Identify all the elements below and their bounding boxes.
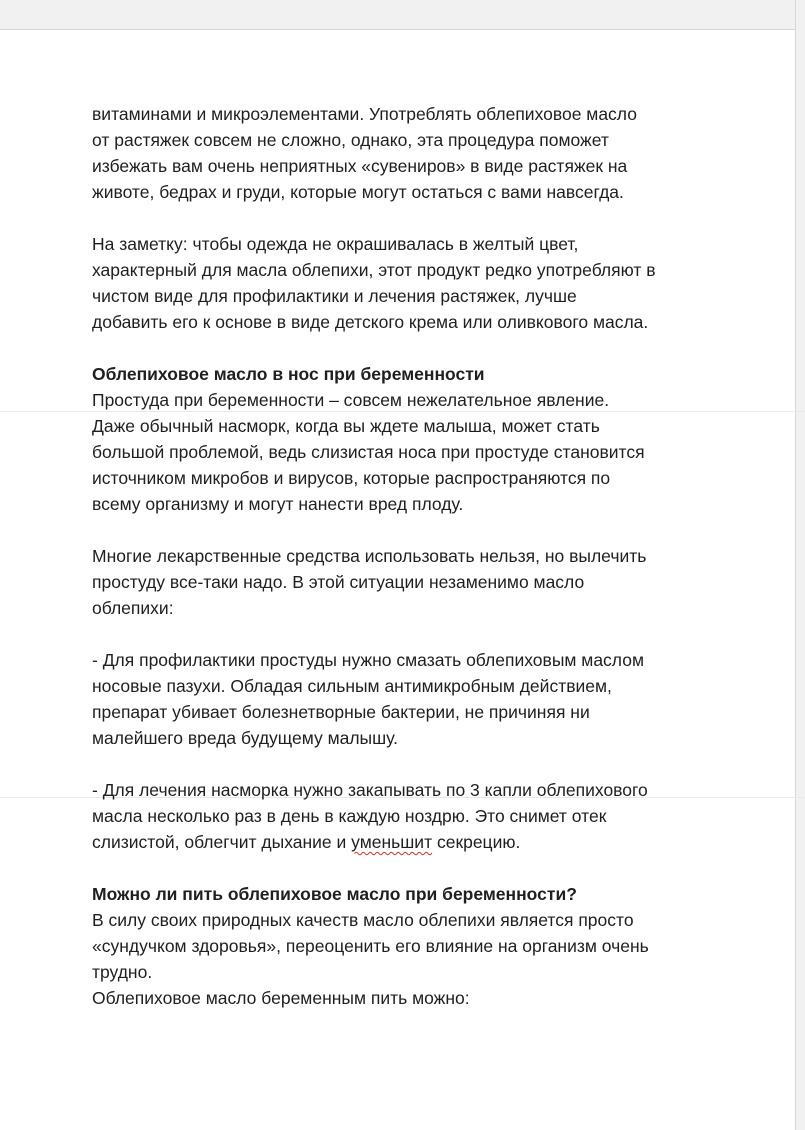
- text-line: Даже обычный насморк, когда вы ждете малыша, может стать: [92, 416, 600, 436]
- text-line: характерный для масла облепихи, этот продукт редко употребляют в: [92, 260, 656, 280]
- text-line: источником микробов и вирусов, которые распространяются по: [92, 468, 611, 488]
- list-item: [92, 647, 732, 751]
- blank-line: [92, 751, 732, 777]
- top-gutter: [0, 0, 805, 30]
- list-item: [92, 777, 732, 855]
- text-line: «сундучком здоровья», переоценить его влияние на организм очень: [92, 936, 649, 956]
- paragraph: [92, 543, 732, 621]
- text-run: секрецию.: [432, 832, 521, 852]
- section-heading: Облепиховое масло в нос при беременности: [92, 364, 485, 384]
- text-line: трудно.: [92, 962, 153, 982]
- text-line: всему организму и могут нанести вред плоду.: [92, 494, 464, 514]
- text-line: препарат убивает болезнетворные бактерии, не причиняя ни: [92, 702, 590, 722]
- text-line: - Для лечения насморка нужно закапывать по 3 капли облепихового: [92, 780, 648, 800]
- text-line: масла несколько раз в день в каждую ноздрю. Это снимет отек: [92, 806, 607, 826]
- text-line: [92, 829, 732, 855]
- paragraph: [92, 231, 732, 335]
- blank-line: [92, 205, 732, 231]
- section-heading: Можно ли пить облепиховое масло при беременности?: [92, 884, 577, 904]
- paragraph: [92, 101, 732, 205]
- blank-line: [92, 517, 732, 543]
- blank-line: [92, 621, 732, 647]
- text-line: добавить его к основе в виде детского крема или оливкового масла.: [92, 312, 649, 332]
- text-line: Простуда при беременности – совсем нежелательное явление.: [92, 390, 610, 410]
- text-line: животе, бедрах и груди, которые могут остаться с вами навсегда.: [92, 182, 624, 202]
- text-line: Многие лекарственные средства использовать нельзя, но вылечить: [92, 546, 647, 566]
- text-line: Облепиховое масло беременным пить можно:: [92, 988, 470, 1008]
- text-line: - Для профилактики простуды нужно смазать облепиховым маслом: [92, 650, 644, 670]
- document-body[interactable]: [92, 101, 732, 1011]
- text-line: носовые пазухи. Обладая сильным антимикробным действием,: [92, 676, 612, 696]
- text-line: большой проблемой, ведь слизистая носа при простуде становится: [92, 442, 645, 462]
- text-line: На заметку: чтобы одежда не окрашивалась в желтый цвет,: [92, 234, 579, 254]
- text-line: от растяжек совсем не сложно, однако, эта процедура поможет: [92, 130, 609, 150]
- text-line: избежать вам очень неприятных «сувениров» в виде растяжек на: [92, 156, 628, 176]
- text-line: простуду все-таки надо. В этой ситуации незаменимо масло: [92, 572, 585, 592]
- misspelled-word[interactable]: уменьшит: [351, 832, 433, 852]
- paragraph: [92, 387, 732, 517]
- text-line: чистом виде для профилактики и лечения растяжек, лучше: [92, 286, 577, 306]
- blank-line: [92, 855, 732, 881]
- text-line: малейшего вреда будущему малышу.: [92, 728, 399, 748]
- paragraph: [92, 907, 732, 1011]
- text-line: В силу своих природных качеств масло облепихи является просто: [92, 910, 634, 930]
- text-run: слизистой, облегчит дыхание и: [92, 832, 352, 852]
- text-line: облепихи:: [92, 598, 174, 618]
- text-line: витаминами и микроэлементами. Употреблять облепиховое масло: [92, 104, 637, 124]
- blank-line: [92, 335, 732, 361]
- right-gutter: [795, 0, 805, 1130]
